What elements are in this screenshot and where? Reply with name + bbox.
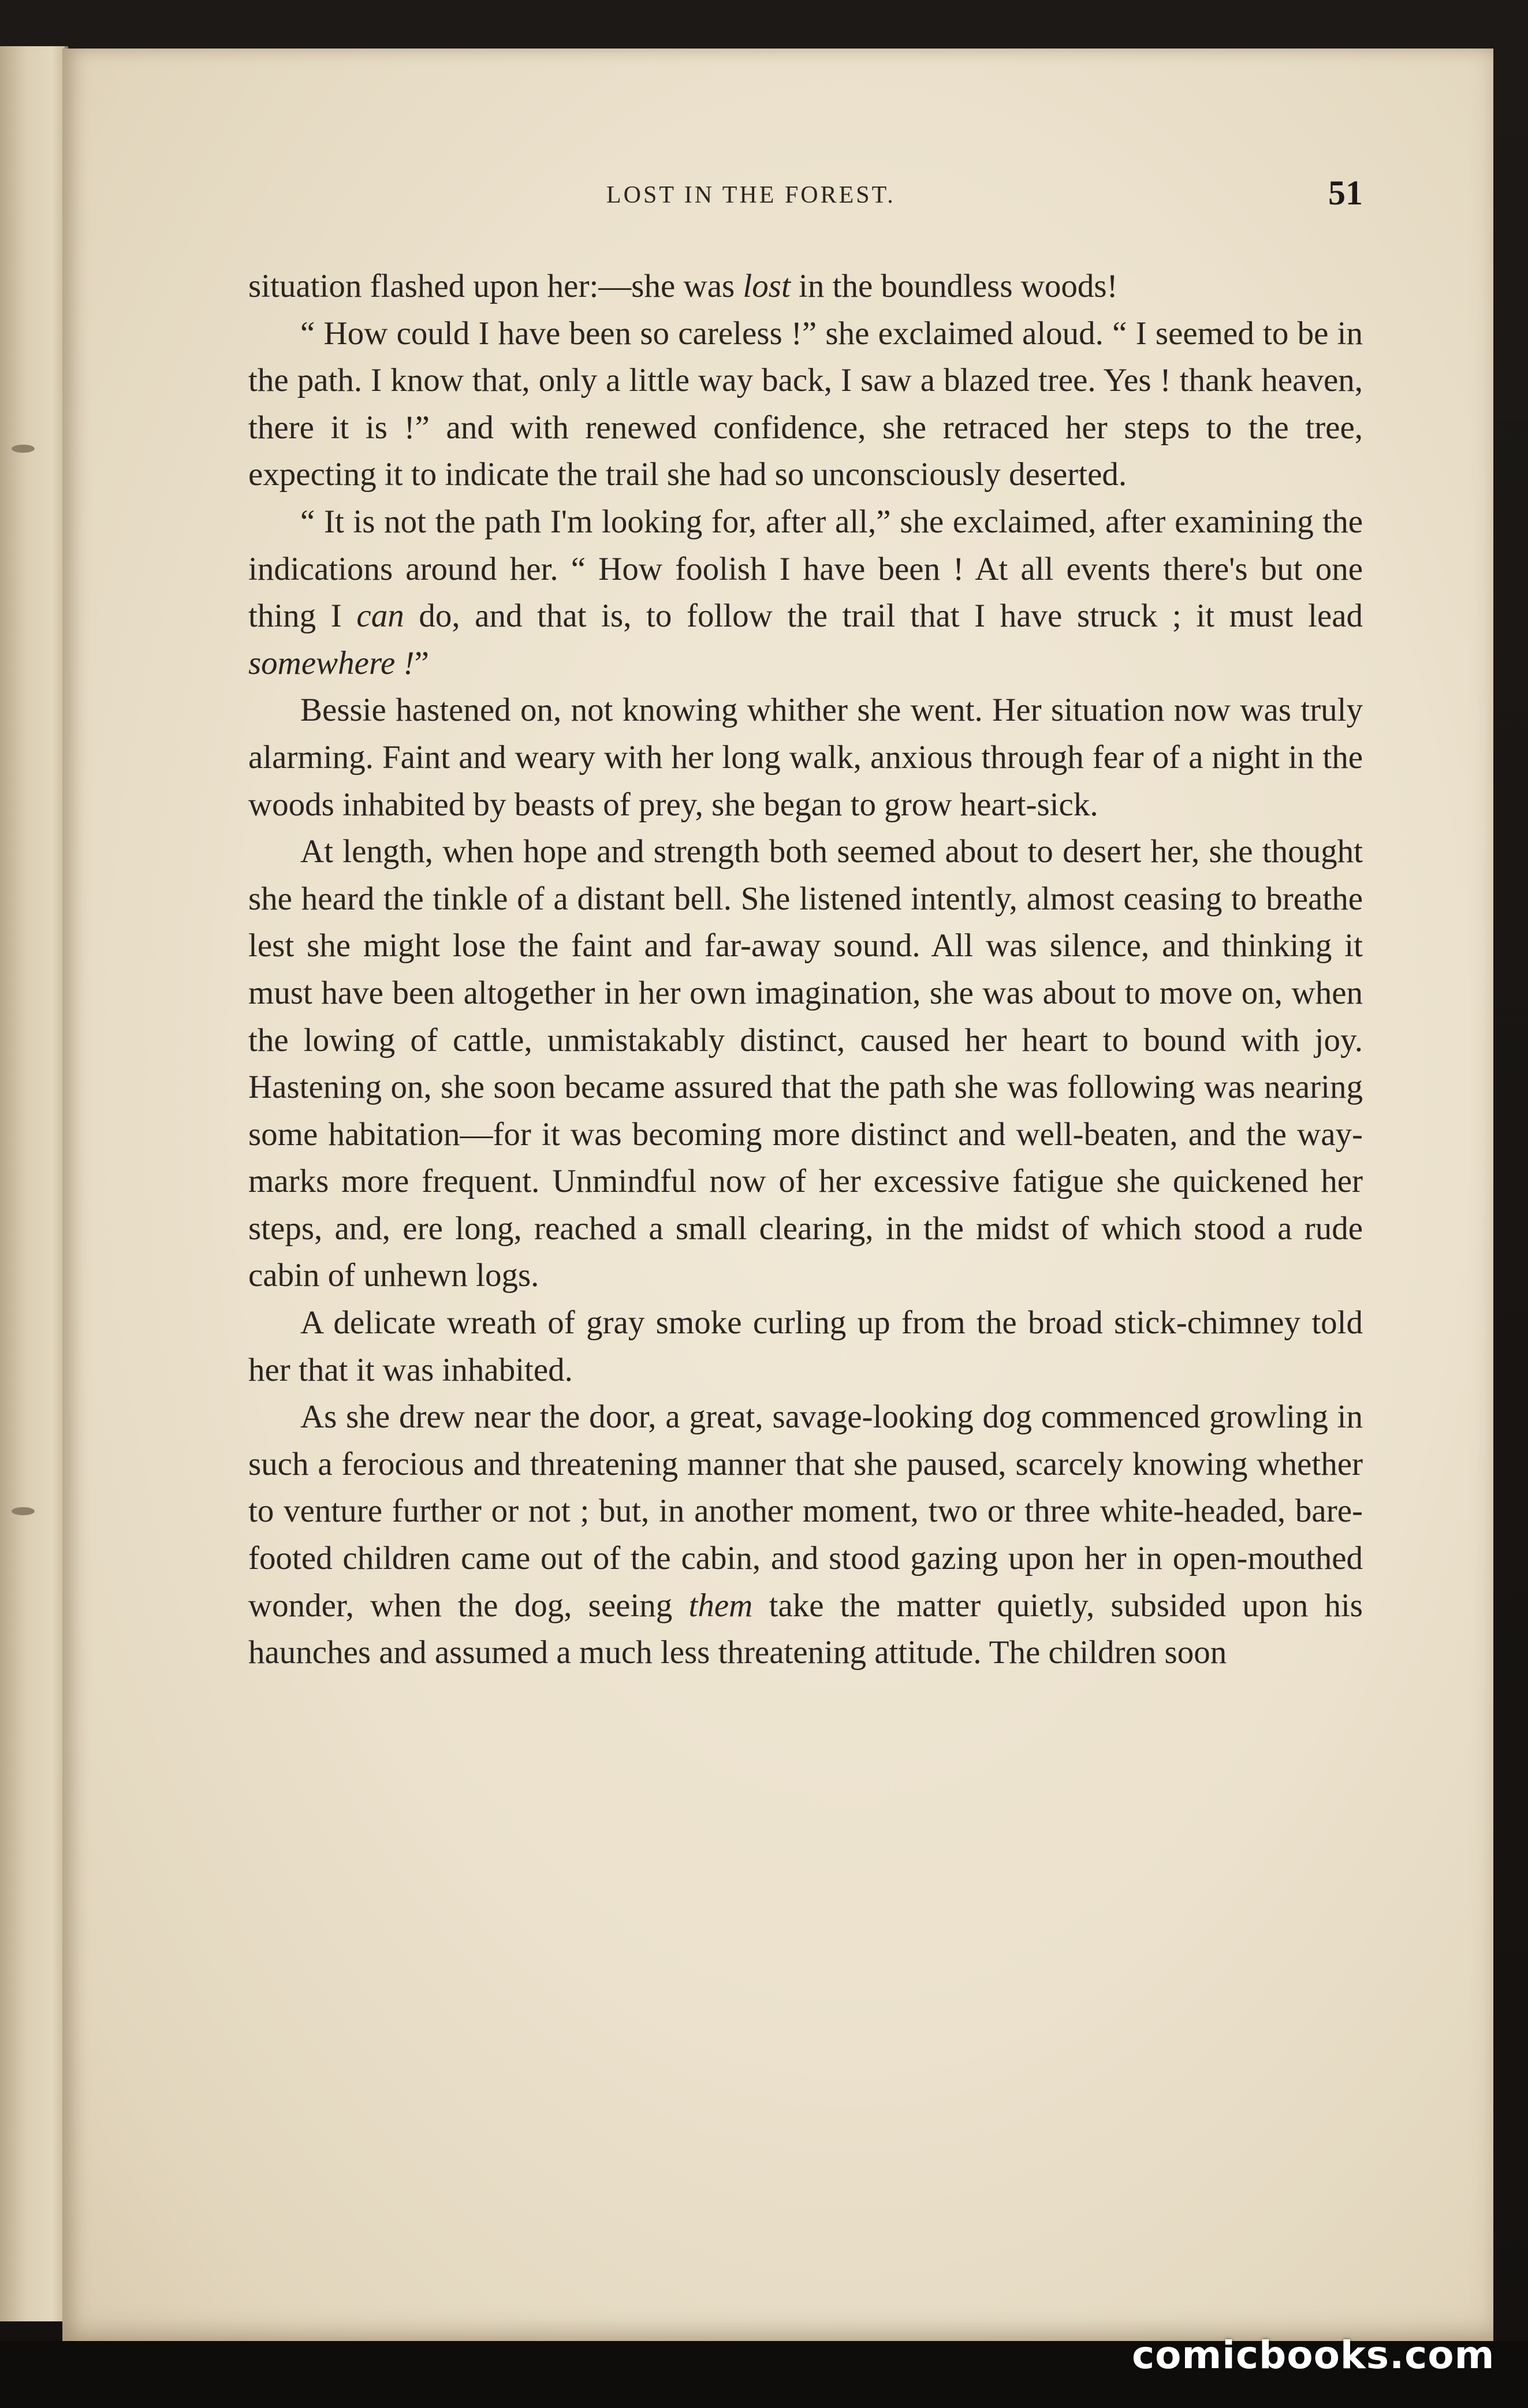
previous-page-edge	[0, 46, 68, 2321]
running-head: LOST IN THE FOREST.	[606, 182, 896, 208]
paragraph: As she drew near the door, a great, savage-looking dog commenced growling in such a ferocious and threatening manner that she paused, scarcely knowing whether to venture further or not ; but, in another moment, two or three white-headed, bare-footed children came out of the cabin, and stood gazing upon her in open-mouthed wonder, when the dog, seeing them take the matter quietly, subsided upon his haunches and assumed a much less threatening attitude. The children soon	[248, 1399, 1363, 1671]
paragraph: “ How could I have been so careless !” she exclaimed aloud. “ I seemed to be in the path. I know that, only a little way back, I saw a blazed tree. Yes ! thank heaven, there it is !” and with renewed confidence, she retraced her steps to the tree, expecting it to indicate the trail she had so unconsciously deserted.	[248, 315, 1363, 493]
paragraph: Bessie hastened on, not knowing whither she went. Her situation now was truly alarming. Faint and weary with her long walk, anxious through fear of a night in the woods inhabited by beasts of prey, she began to grow heart-sick.	[248, 692, 1363, 823]
watermark: comicbooks.com	[1132, 2333, 1495, 2377]
paragraph: A delicate wreath of gray smoke curling up from the broad stick-chimney told her that it was inhabited.	[248, 1304, 1363, 1388]
paragraph: “ It is not the path I'm looking for, after all,” she exclaimed, after examining the indications around her. “ How foolish I have been ! At all events there's but one thing I can do, and that is, to follow the trail that I have struck ; it must lead somewhere !”	[248, 503, 1363, 681]
page-number: 51	[1328, 174, 1363, 212]
paragraph: situation flashed upon her:—she was lost in the boundless woods!	[248, 268, 1118, 304]
page-edge-mark	[12, 1507, 35, 1515]
page-edge-mark	[12, 445, 35, 453]
body-text	[248, 263, 1363, 2226]
paragraph: At length, when hope and strength both seemed about to desert her, she thought she heard the tinkle of a distant bell. She listened intently, almost ceasing to breathe lest she might lose the faint and far-away sound. All was silence, and thinking it must have been altogether in her own imagination, she was about to move on, when the lowing of cattle, unmistakably distinct, caused her heart to bound with joy. Hastening on, she soon became assured that the path she was following was nearing some habitation—for it was becoming more distinct and well-beaten, and the way-marks more frequent. Unmindful now of her excessive fatigue she quickened her steps, and, ere long, reached a small clearing, in the midst of which stood a rude cabin of unhewn logs.	[248, 833, 1363, 1294]
